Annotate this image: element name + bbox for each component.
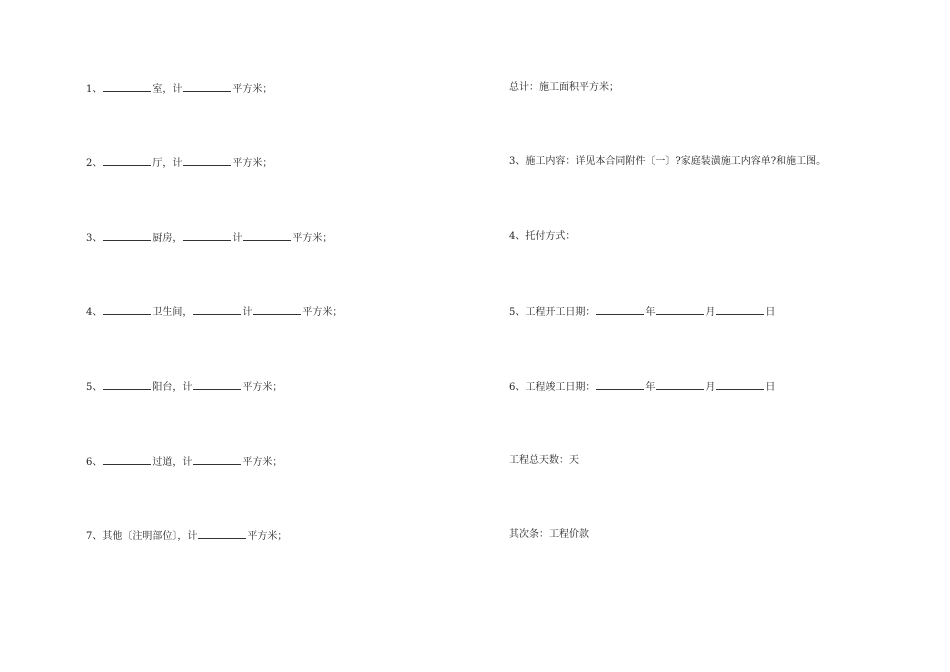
other-area-blank[interactable] [198, 528, 246, 539]
bedroom-area-blank[interactable] [183, 81, 231, 92]
other-line [86, 528, 287, 542]
kitchen-line [86, 230, 332, 244]
end-day-blank[interactable] [716, 379, 764, 390]
start-day-blank[interactable] [716, 304, 764, 315]
item-separator: 、 [92, 382, 103, 393]
item-separator: 、 [92, 84, 103, 95]
balcony-count-blank[interactable] [103, 379, 151, 390]
item-number: 7 [86, 531, 93, 542]
end-year-blank[interactable] [596, 379, 644, 390]
bathroom-line [86, 304, 342, 318]
item-separator: 、 [92, 531, 103, 542]
total-days-line: 工程总天数：天 [509, 455, 579, 466]
kitchen-area-blank[interactable] [243, 230, 291, 241]
end-month-blank[interactable] [656, 379, 704, 390]
day-label: 日 [765, 382, 776, 393]
month-label: 月 [705, 307, 716, 318]
item-separator: 、 [92, 158, 103, 169]
balcony-label: 阳台，计 [152, 382, 193, 393]
item-separator: 、 [92, 457, 103, 468]
item-number: 2 [86, 158, 93, 169]
end-date-line [509, 379, 775, 393]
corridor-area-blank[interactable] [193, 454, 241, 465]
item-separator: 、 [92, 233, 103, 244]
start-month-blank[interactable] [656, 304, 704, 315]
hall-count-blank[interactable] [103, 155, 151, 166]
bedroom-line [86, 81, 272, 95]
end-date-label: 6、工程竣工日期： [509, 382, 596, 393]
bathroom-count-blank[interactable] [103, 304, 151, 315]
area-unit-label: 平方米； [232, 158, 273, 169]
total-label: 计 [242, 307, 253, 318]
area-unit-label: 平方米； [302, 307, 343, 318]
item-number: 3 [86, 233, 93, 244]
area-unit-label: 平方米； [247, 531, 288, 542]
corridor-line [86, 454, 282, 468]
commission-method-line: 4、托付方式： [509, 231, 576, 242]
total-label: 计 [232, 233, 243, 244]
hall-area-blank[interactable] [183, 155, 231, 166]
total-area-line: 总计：施工面积平方米； [509, 82, 619, 93]
bathroom-extra-blank[interactable] [193, 304, 241, 315]
start-year-blank[interactable] [596, 304, 644, 315]
start-date-label: 5、工程开工日期： [509, 307, 596, 318]
area-unit-label: 平方米； [232, 84, 273, 95]
corridor-label: 过道，计 [152, 457, 193, 468]
bathroom-label: 卫生间， [152, 307, 193, 318]
balcony-area-blank[interactable] [193, 379, 241, 390]
area-unit-label: 平方米； [292, 233, 333, 244]
kitchen-count-blank[interactable] [103, 230, 151, 241]
area-unit-label: 平方米； [242, 457, 283, 468]
item-number: 5 [86, 382, 93, 393]
article-two-heading: 其次条：工程价款 [509, 529, 589, 540]
other-label: 其他〔注明部位〕，计 [102, 531, 198, 542]
area-unit-label: 平方米； [242, 382, 283, 393]
month-label: 月 [705, 382, 716, 393]
corridor-count-blank[interactable] [103, 454, 151, 465]
bedroom-count-blank[interactable] [103, 81, 151, 92]
hall-line [86, 155, 272, 169]
kitchen-label: 厨房， [152, 233, 183, 244]
year-label: 年 [645, 382, 656, 393]
hall-label: 厅，计 [152, 158, 183, 169]
start-date-line [509, 304, 775, 318]
bedroom-label: 室，计 [152, 84, 183, 95]
construction-content-line: 3、施工内容：详见本合同附件〔一〕?家庭装潢施工内容单?和施工图。 [509, 156, 827, 167]
balcony-line [86, 379, 282, 393]
item-number: 1 [86, 84, 93, 95]
item-number: 4 [86, 307, 93, 318]
item-separator: 、 [92, 307, 103, 318]
day-label: 日 [765, 307, 776, 318]
bathroom-area-blank[interactable] [253, 304, 301, 315]
year-label: 年 [645, 307, 656, 318]
kitchen-extra-blank[interactable] [183, 230, 231, 241]
item-number: 6 [86, 457, 93, 468]
